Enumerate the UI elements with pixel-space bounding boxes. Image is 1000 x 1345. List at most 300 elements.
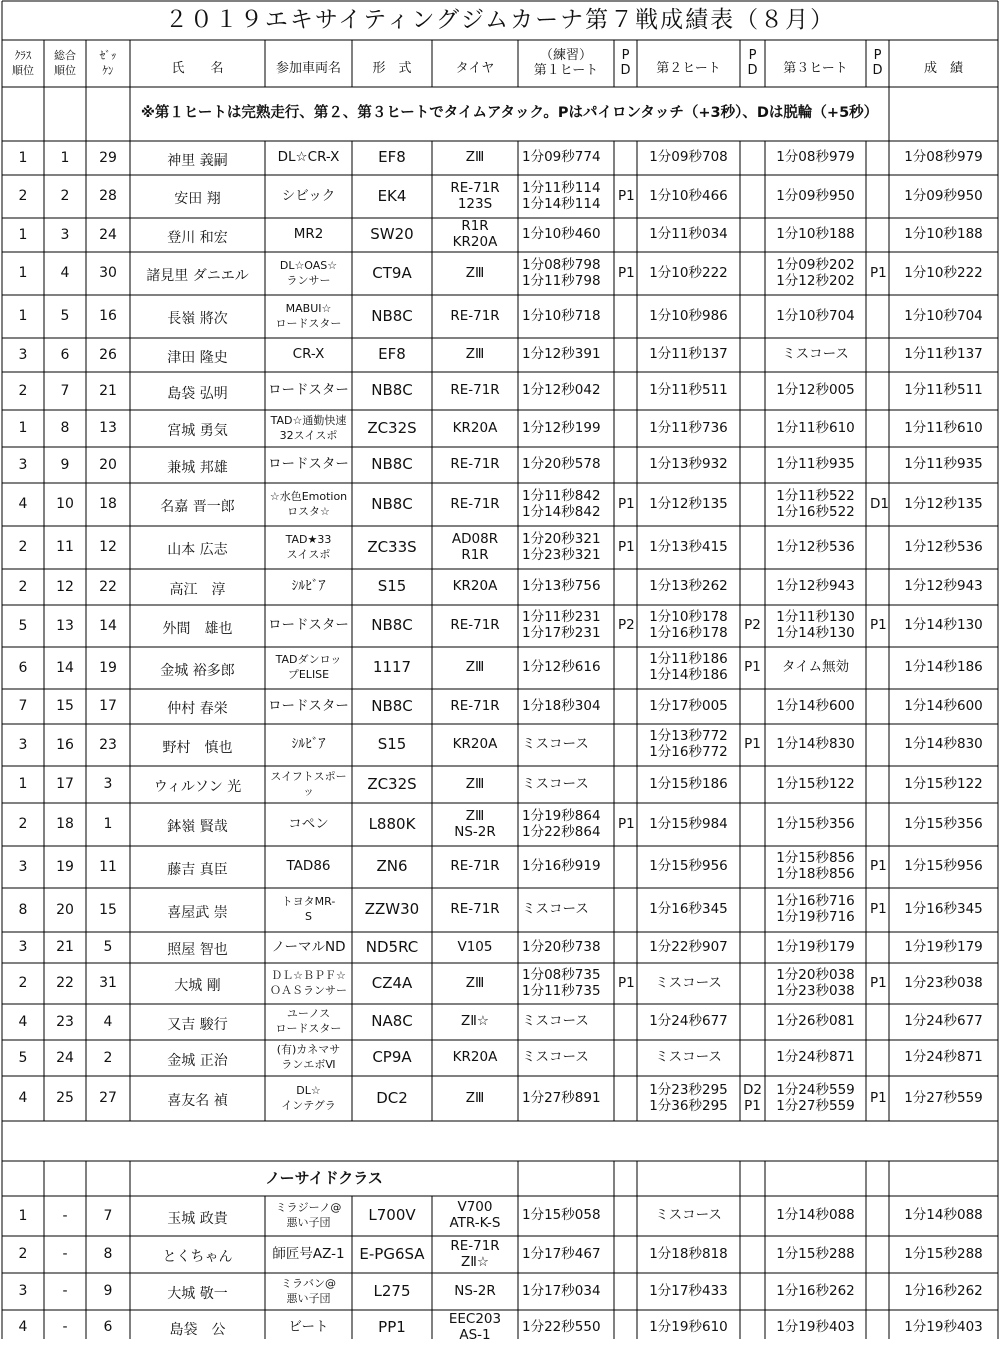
cell-heat1-text: 1分11秒231 — [522, 609, 601, 626]
cell-heat2 — [637, 410, 740, 447]
cell-result — [889, 1196, 998, 1236]
cell-heat2 — [637, 605, 740, 647]
cell-overall-rank — [44, 1040, 86, 1076]
cell-name-text: 金城 正治 — [167, 1052, 228, 1069]
cell-model-text: ZC33S — [367, 537, 417, 556]
cell-zekken — [86, 252, 130, 295]
cell-model-text: PP1 — [378, 1317, 406, 1336]
cell-model-text: L880K — [368, 814, 416, 833]
cell-overall-rank-text: 3 — [60, 226, 70, 243]
cell-pd3 — [866, 766, 889, 803]
cell-car-text: スイフトスポー — [270, 769, 347, 783]
cell-pd3 — [866, 295, 889, 338]
cell-heat1-text: 1分18秒304 — [522, 697, 601, 714]
cell-pd3 — [866, 1076, 889, 1121]
cell-pd3 — [866, 932, 889, 963]
header-pd1-text: P — [621, 47, 630, 63]
cell-heat3-text: 1分12秒536 — [776, 538, 855, 555]
cell-heat1-text: 1分12秒042 — [522, 382, 601, 399]
header-car — [265, 52, 352, 87]
cell-pd1-text: P1 — [618, 187, 635, 204]
cell-car — [265, 447, 352, 483]
cell-heat3 — [765, 1040, 866, 1076]
cell-heat1 — [518, 605, 614, 647]
cell-pd1-text: P1 — [618, 815, 635, 832]
cell-pd2 — [740, 1040, 765, 1076]
cell-overall-rank — [44, 526, 86, 569]
cell-class-rank — [2, 252, 44, 295]
cell-heat1 — [518, 1076, 614, 1121]
cell-heat2 — [637, 252, 740, 295]
cell-heat3-text: 1分26秒081 — [776, 1013, 855, 1030]
cell-class-rank-text: 1 — [18, 149, 28, 166]
cell-heat2 — [637, 963, 740, 1004]
cell-class-rank — [2, 218, 44, 252]
header-heat3 — [765, 52, 866, 87]
cell-heat3-text: 1分24秒559 — [776, 1081, 855, 1098]
cell-name — [130, 772, 265, 803]
cell-overall-rank — [44, 766, 86, 803]
cell-tire — [432, 647, 518, 689]
cell-car — [265, 963, 352, 1004]
cell-pd1 — [614, 526, 637, 569]
cell-car-text: ランエボⅥ — [281, 1058, 336, 1071]
cell-class-rank-text: 7 — [18, 698, 28, 715]
cell-tire-text: R1R — [461, 218, 489, 235]
cell-class-rank-text: 2 — [18, 188, 28, 205]
cell-pd2 — [740, 1273, 765, 1310]
cell-heat3 — [765, 932, 866, 963]
cell-model-text: ZC32S — [367, 774, 417, 793]
cell-overall-rank-text: 11 — [56, 539, 74, 556]
cell-overall-rank-text: 24 — [56, 1049, 74, 1066]
cell-name — [130, 938, 265, 963]
cell-heat3-text: 1分16秒262 — [776, 1282, 855, 1299]
cell-car-text: 32スイスポ — [279, 428, 338, 442]
cell-car-text: ｼﾙﾋﾞｱ — [291, 736, 326, 753]
cell-pd2 — [740, 141, 765, 175]
cell-class-rank-text: 2 — [18, 1246, 28, 1263]
cell-heat3-text: 1分15秒288 — [776, 1245, 855, 1262]
cell-tire-text: ZⅢ — [465, 1089, 485, 1106]
cell-model-text: NA8C — [371, 1012, 413, 1031]
cell-tire-text: KR20A — [452, 578, 498, 595]
cell-car-text: TAD★33 — [285, 532, 332, 546]
cell-overall-rank — [44, 932, 86, 963]
cell-tire — [432, 1236, 518, 1273]
cell-pd1-text: P1 — [618, 495, 635, 512]
cell-overall-rank-text: 4 — [60, 265, 70, 282]
cell-name — [130, 453, 265, 483]
cell-pd3 — [866, 605, 889, 647]
cell-tire — [432, 1273, 518, 1310]
cell-overall-rank-text: - — [62, 1283, 68, 1300]
cell-heat1-text: ミスコース — [522, 901, 589, 918]
cell-car-text: ノーマルND — [271, 938, 346, 955]
cell-result-text: 1分11秒610 — [904, 419, 983, 436]
cell-car-text: 悪い子団 — [286, 1291, 331, 1305]
cell-name-text: 宮城 勇気 — [167, 423, 228, 440]
cell-pd2 — [740, 410, 765, 447]
cell-class-rank-text: 3 — [18, 736, 28, 753]
cell-pd2 — [740, 175, 765, 218]
cell-heat2-text: 1分13秒262 — [649, 578, 728, 595]
cell-pd2 — [740, 526, 765, 569]
cell-zekken — [86, 1310, 130, 1345]
cell-pd3 — [866, 410, 889, 447]
cell-name — [130, 532, 265, 569]
cell-tire — [432, 689, 518, 724]
cell-model — [352, 252, 432, 295]
cell-class-rank-text: 3 — [18, 858, 28, 875]
cell-result — [889, 963, 998, 1004]
cell-model — [352, 218, 432, 252]
cell-overall-rank-text: 19 — [56, 858, 74, 875]
cell-heat2 — [637, 295, 740, 338]
cell-model — [352, 766, 432, 803]
cell-heat2-text: ミスコース — [655, 1207, 722, 1224]
cell-result — [889, 1076, 998, 1121]
cell-pd3-text: D1 — [870, 495, 889, 512]
cell-model — [352, 888, 432, 932]
cell-pd1-text: P1 — [618, 974, 635, 991]
cell-result — [889, 372, 998, 410]
cell-heat2 — [637, 1196, 740, 1236]
cell-class-rank-text: 2 — [18, 816, 28, 833]
cell-car — [265, 932, 352, 963]
cell-heat1-text: 1分17秒467 — [522, 1245, 601, 1262]
cell-result-text: 1分09秒950 — [904, 187, 983, 204]
cell-pd2 — [740, 447, 765, 483]
cell-model — [352, 1236, 432, 1273]
cell-tire — [432, 1196, 518, 1236]
cell-result-text: 1分12秒536 — [904, 538, 983, 555]
cell-overall-rank — [44, 1310, 86, 1345]
cell-tire — [432, 295, 518, 338]
cell-tire-text: RE-71R — [450, 456, 500, 473]
cell-name-text: 高江 淳 — [169, 581, 226, 598]
cell-car-text: ビート — [288, 1318, 329, 1335]
cell-class-rank-text: 6 — [18, 659, 28, 676]
cell-tire — [432, 1076, 518, 1121]
cell-overall-rank — [44, 963, 86, 1004]
cell-overall-rank — [44, 410, 86, 447]
cell-overall-rank — [44, 1004, 86, 1040]
cell-heat1 — [518, 846, 614, 888]
header-result-text: 成 績 — [923, 61, 963, 77]
cell-heat1 — [518, 1273, 614, 1310]
cell-result-text: 1分19秒179 — [904, 938, 983, 955]
cell-heat1-text: 1分23秒321 — [522, 546, 601, 563]
header-pd1-text: D — [620, 62, 631, 78]
cell-heat2-text: ミスコース — [655, 1049, 722, 1066]
cell-heat2 — [637, 1310, 740, 1345]
cell-name — [130, 575, 265, 605]
cell-car — [265, 1196, 352, 1236]
cell-car — [265, 569, 352, 605]
cell-result-text: 1分15秒356 — [904, 815, 983, 832]
cell-heat2-text: 1分17秒433 — [649, 1282, 728, 1299]
cell-overall-rank-text: - — [62, 1246, 68, 1263]
cell-heat1 — [518, 252, 614, 295]
cell-class-rank-text: 1 — [18, 776, 28, 793]
cell-class-rank — [2, 1004, 44, 1040]
cell-class-rank — [2, 372, 44, 410]
cell-tire — [432, 526, 518, 569]
cell-pd1 — [614, 1196, 637, 1236]
cell-heat2 — [637, 846, 740, 888]
cell-car-text: DL☆OAS☆ — [279, 258, 338, 272]
cell-result-text: 1分11秒935 — [904, 456, 983, 473]
cell-name-text: 大城 敬一 — [167, 1286, 228, 1303]
cell-pd3-text: P1 — [870, 901, 887, 918]
cell-pd1 — [614, 1004, 637, 1040]
cell-class-rank — [2, 338, 44, 372]
cell-tire — [432, 410, 518, 447]
cell-model — [352, 803, 432, 846]
cell-zekken — [86, 1004, 130, 1040]
cell-class-rank — [2, 846, 44, 888]
cell-zekken-text: 16 — [99, 308, 117, 325]
cell-model-text: NB8C — [371, 381, 413, 400]
cell-class-rank — [2, 724, 44, 766]
cell-model-text: NB8C — [371, 306, 413, 325]
cell-tire-text: ZⅢ — [465, 659, 485, 676]
cell-pd2-text: P1 — [744, 1097, 761, 1114]
cell-result — [889, 526, 998, 569]
cell-tire-text: ZⅢ — [465, 974, 485, 991]
cell-model-text: E-PG6SA — [359, 1244, 425, 1263]
cell-zekken-text: 11 — [99, 858, 117, 875]
cell-model — [352, 175, 432, 218]
cell-heat1-text: 1分19秒864 — [522, 807, 601, 824]
cell-pd2 — [740, 963, 765, 1004]
cell-result — [889, 447, 998, 483]
cell-pd1 — [614, 724, 637, 766]
cell-overall-rank-text: 17 — [56, 776, 74, 793]
cell-heat3-text: 1分09秒950 — [776, 187, 855, 204]
cell-pd1 — [614, 647, 637, 689]
cell-heat1-text: 1分10秒718 — [522, 307, 601, 324]
cell-zekken-text: 17 — [99, 698, 117, 715]
cell-car — [265, 526, 352, 569]
cell-name-text: 喜友名 禎 — [167, 1093, 228, 1110]
cell-heat2 — [637, 483, 740, 526]
cell-heat3 — [765, 483, 866, 526]
cell-zekken — [86, 1076, 130, 1121]
cell-tire — [432, 1004, 518, 1040]
cell-overall-rank — [44, 689, 86, 724]
cell-heat3-text: 1分15秒356 — [776, 815, 855, 832]
cell-tire-text: RE-71R — [450, 307, 500, 324]
cell-pd3-text: P1 — [870, 1089, 887, 1106]
cell-zekken — [86, 410, 130, 447]
cell-tire-text: ZⅢ — [465, 775, 485, 792]
cell-tire — [432, 846, 518, 888]
cell-heat3 — [765, 1310, 866, 1345]
cell-name — [130, 611, 265, 647]
cell-heat1-text: 1分12秒391 — [522, 346, 601, 363]
cell-name — [130, 653, 265, 689]
cell-tire — [432, 569, 518, 605]
cell-pd3 — [866, 846, 889, 888]
cell-pd1 — [614, 338, 637, 372]
cell-heat1 — [518, 483, 614, 526]
cell-heat3-text: 1分14秒130 — [776, 625, 855, 641]
cell-pd3 — [866, 175, 889, 218]
cell-heat1 — [518, 410, 614, 447]
cell-car-text: TADダンロッ — [275, 653, 342, 667]
cell-pd2 — [740, 1004, 765, 1040]
cell-result — [889, 724, 998, 766]
cell-zekken — [86, 932, 130, 963]
cell-heat1 — [518, 1004, 614, 1040]
cell-car-text: ロスタ☆ — [287, 504, 330, 518]
cell-heat3-text: 1分19秒179 — [776, 938, 855, 955]
cell-result-text: 1分14秒600 — [904, 697, 983, 714]
cell-zekken — [86, 766, 130, 803]
cell-heat3-text: 1分15秒122 — [776, 775, 855, 792]
cell-class-rank — [2, 647, 44, 689]
cell-heat2 — [637, 141, 740, 175]
cell-tire — [432, 724, 518, 766]
cell-heat2-text: 1分09秒708 — [649, 149, 728, 166]
cell-pd1 — [614, 1310, 637, 1345]
cell-pd2 — [740, 1310, 765, 1345]
cell-model-text: ND5RC — [365, 937, 419, 956]
cell-heat2-text: 1分36秒295 — [649, 1097, 728, 1114]
cell-heat1-text: 1分10秒460 — [522, 226, 601, 243]
cell-result-text: 1分14秒130 — [904, 617, 983, 634]
cell-zekken — [86, 1273, 130, 1310]
cell-tire-text: KR20A — [452, 234, 498, 250]
cell-heat3-text: 1分12秒005 — [776, 382, 855, 399]
cell-name-text: 安田 翔 — [174, 191, 221, 208]
cell-heat3-text: 1分10秒704 — [776, 307, 855, 324]
cell-zekken — [86, 1236, 130, 1273]
cell-tire-text: ZⅢ — [465, 807, 485, 824]
cell-car-text: ロードスター — [268, 456, 349, 473]
notice-row — [130, 87, 889, 141]
cell-result — [889, 1273, 998, 1310]
cell-pd3 — [866, 1273, 889, 1310]
cell-heat2-text: 1分11秒736 — [649, 419, 728, 436]
cell-heat3 — [765, 766, 866, 803]
cell-heat1-text: 1分22秒550 — [522, 1318, 601, 1335]
cell-heat1-text: ミスコース — [522, 775, 589, 792]
cell-class-rank-text: 1 — [18, 265, 28, 282]
cell-model — [352, 1273, 432, 1310]
cell-car-text: ☆水色Emotion — [269, 489, 348, 503]
cell-car-text: DL☆CR-X — [277, 149, 340, 166]
cell-car-text: トヨタMR- — [281, 895, 336, 909]
cell-pd1-text: P1 — [618, 538, 635, 555]
cell-model — [352, 605, 432, 647]
cell-class-rank — [2, 605, 44, 647]
cell-heat3-text: 1分12秒943 — [776, 578, 855, 595]
cell-zekken-text: 18 — [99, 496, 117, 513]
cell-heat1 — [518, 295, 614, 338]
cell-heat1 — [518, 963, 614, 1004]
cell-heat1-text: 1分11秒114 — [522, 179, 601, 196]
cell-model — [352, 1040, 432, 1076]
cell-heat2-text: 1分10秒222 — [649, 264, 728, 281]
cell-heat1-text: 1分14秒842 — [522, 503, 601, 520]
cell-heat1-text: 1分11秒798 — [522, 272, 601, 289]
cell-heat1-text: 1分12秒616 — [522, 659, 601, 676]
cell-zekken-text: 4 — [103, 1013, 113, 1030]
cell-tire — [432, 218, 518, 252]
cell-car — [265, 888, 352, 932]
header-model — [352, 52, 432, 87]
cell-overall-rank — [44, 1196, 86, 1236]
cell-car-text: ロードスター — [275, 316, 342, 330]
cell-model-text: NB8C — [371, 455, 413, 474]
cell-overall-rank — [44, 447, 86, 483]
cell-heat3 — [765, 689, 866, 724]
cell-heat1-text: 1分15秒058 — [522, 1207, 601, 1224]
cell-name — [130, 224, 265, 252]
cell-heat3 — [765, 888, 866, 932]
cell-pd3 — [866, 689, 889, 724]
cell-heat1 — [518, 569, 614, 605]
cell-pd1 — [614, 295, 637, 338]
cell-heat2 — [637, 1236, 740, 1273]
cell-heat2 — [637, 1076, 740, 1121]
cell-result — [889, 1310, 998, 1345]
cell-pd1 — [614, 410, 637, 447]
cell-heat1 — [518, 338, 614, 372]
cell-overall-rank-text: - — [62, 1207, 68, 1224]
cell-car-text: インテグラ — [281, 1098, 336, 1112]
header-class-rank — [2, 40, 44, 87]
cell-pd1 — [614, 803, 637, 846]
cell-heat3 — [765, 218, 866, 252]
cell-name — [130, 301, 265, 338]
cell-heat2-text: 1分24秒677 — [649, 1013, 728, 1030]
cell-name-text: 金城 裕多郎 — [160, 662, 235, 679]
cell-name — [130, 344, 265, 372]
cell-pd1 — [614, 141, 637, 175]
cell-heat1-text: 1分11秒735 — [522, 982, 601, 999]
cell-pd3 — [866, 1040, 889, 1076]
cell-tire-text: V105 — [457, 938, 493, 955]
cell-tire-text: RE-71R — [450, 495, 500, 512]
cell-car-text: ＤＬ☆ＢＰＦ☆ — [271, 968, 346, 982]
cell-heat2-text: 1分10秒178 — [649, 609, 728, 626]
cell-car — [265, 483, 352, 526]
cell-name — [130, 378, 265, 410]
cell-pd1 — [614, 888, 637, 932]
cell-tire-text: NS-2R — [454, 1282, 496, 1299]
cell-heat2 — [637, 1004, 740, 1040]
cell-overall-rank-text: 25 — [56, 1090, 74, 1107]
cell-zekken-text: 9 — [103, 1283, 113, 1300]
cell-car — [265, 724, 352, 766]
cell-overall-rank — [44, 803, 86, 846]
cell-overall-rank-text: 22 — [56, 975, 74, 992]
cell-class-rank — [2, 932, 44, 963]
cell-overall-rank-text: 1 — [60, 149, 70, 166]
cell-pd2 — [740, 1236, 765, 1273]
cell-heat3-text: タイム無効 — [781, 659, 850, 676]
cell-class-rank — [2, 1196, 44, 1236]
cell-heat1 — [518, 1310, 614, 1345]
cell-car-text: ロードスター — [268, 382, 349, 399]
cell-car-text: 悪い子団 — [286, 1216, 331, 1229]
cell-heat3 — [765, 338, 866, 372]
cell-pd3 — [866, 526, 889, 569]
